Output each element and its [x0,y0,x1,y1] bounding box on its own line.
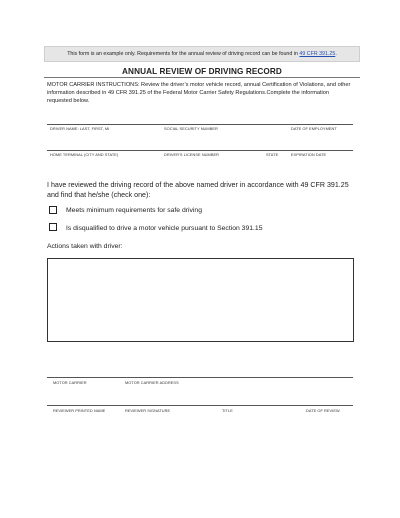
date-of-employment-caption: DATE OF EMPLOYMENT [291,126,337,131]
ssn-caption: SOCIAL SECURITY NUMBER [164,126,218,131]
reviewer-signature-caption: REVIEWER SIGNATURE [125,408,171,413]
meets-requirements-label: Meets minimum requirements for safe driving [66,207,202,214]
actions-taken-label: Actions taken with driver: [47,243,123,250]
cfr-391-25-link[interactable]: 49 CFR 391.25 [299,51,336,57]
reviewer-title-caption: TITLE [222,408,233,413]
license-number-caption: DRIVER’S LICENSE NUMBER [164,152,219,157]
notice-suffix: . [335,51,337,57]
example-notice-banner [44,46,360,62]
state-caption: STATE [266,152,279,157]
form-title: ANNUAL REVIEW OF DRIVING RECORD [122,67,282,76]
meets-requirements-checkbox[interactable] [49,206,57,214]
disqualified-label: Is disqualified to drive a motor vehicle pursuant to Section 391.15 [66,225,263,232]
actions-taken-textbox[interactable] [47,258,354,342]
reviewer-printed-name-caption: REVIEWER PRINTED NAME [53,408,106,413]
motor-carrier-address-caption: MOTOR CARRIER ADDRESS [125,380,179,385]
date-of-review-caption: DATE OF REVIEW [306,408,340,413]
title-divider [44,77,360,78]
home-terminal-caption: HOME TERMINAL (CITY AND STATE) [50,152,119,157]
expiration-date-caption: EXPIRATION DATE [291,152,327,157]
notice-text: This form is an example only. Requirements for the annual review of driving record can be found in [67,51,300,57]
review-statement: I have reviewed the driving record of the above named driver in accordance with 49 CFR 391.25 and find that he/she (check one): [47,181,349,199]
driver-info-line-1[interactable] [47,124,353,125]
motor-carrier-caption: MOTOR CARRIER [53,380,87,385]
reviewer-info-line[interactable] [47,405,353,406]
driver-name-caption: DRIVER NAME: LAST, FIRST, MI [50,126,110,131]
carrier-instructions: MOTOR CARRIER INSTRUCTIONS: Review the driver’s motor vehicle record, annual Certification of Violations, and other information described in 49 CFR 391.25 of the Federal Motor Carrier Safety Regulations.Complete the information requested below. [47,82,351,105]
driver-info-line-2[interactable] [47,150,353,151]
disqualified-checkbox[interactable] [49,223,57,231]
carrier-info-line[interactable] [47,377,353,378]
